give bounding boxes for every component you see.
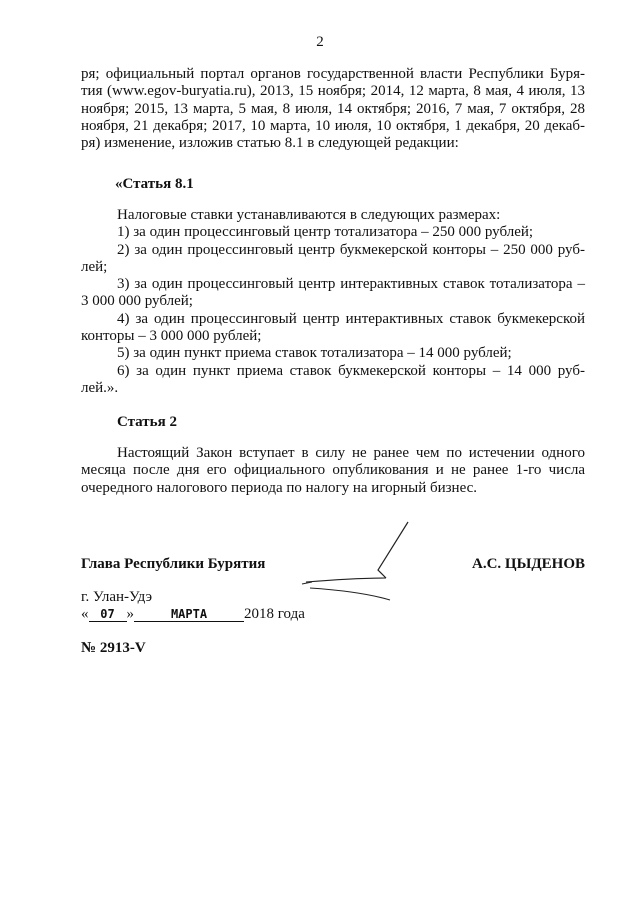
signing-date [81,606,305,623]
text-line: ря; официальный портал органов государственной власти Республики Буря- [81,66,585,82]
text-line: Настоящий Закон вступает в силу не ранее чем по истечении одного [117,445,585,461]
text-line: тия (www.egov-buryatia.ru), 2013, 15 ноября; 2014, 12 марта, 8 мая, 4 июля, 13 [81,83,585,100]
date-year: 2018 года [244,606,305,622]
handwritten-signature [300,520,420,610]
text-line: 3) за один процессинговый центр интерактивных ставок тотализатора – [117,276,585,293]
date-month: МАРТА [134,607,244,622]
text-line: ря) изменение, изложив статью 8.1 в следующей редакции: [81,135,459,152]
text-line: Налоговые ставки устанавливаются в следующих размерах: [117,207,501,223]
signatory-title: Глава Республики Бурятия [81,556,266,572]
article-2-body [81,445,585,497]
text-line: ноября; 2015, 13 марта, 5 мая, 8 июля, 14 октября; 2016, 7 мая, 7 октября, 28 [81,100,585,117]
text-line: 3 000 000 рублей; [81,293,193,310]
text-line: 6) за один пункт приема ставок букмекерской конторы – 14 000 руб- [117,362,585,379]
article-2-heading: Статья 2 [117,414,177,430]
date-open-quote: « [81,606,89,622]
text-line: 5) за один пункт приема ставок тотализатора – 14 000 рублей; [117,345,512,362]
text-line: ноября, 21 декабря; 2017, 10 марта, 10 июля, 10 октября, 1 декабря, 20 декаб- [81,117,585,134]
text-line: конторы – 3 000 000 рублей; [81,328,262,345]
signatory-name: А.С. ЦЫДЕНОВ [472,556,585,572]
date-day: 07 [89,607,127,622]
article-8-1-heading: «Статья 8.1 [115,176,194,192]
law-number: № 2913-V [81,640,146,656]
article-8-1-body [81,207,585,397]
text-line: 4) за один процессинговый центр интерактивных ставок букмекерской [117,310,585,327]
text-line: месяца после дня его официального опубликования и не ранее 1-го числа [81,462,585,479]
text-line: очередного налогового периода по налогу на игорный бизнес. [81,479,478,496]
text-line: лей; [81,258,108,275]
place-of-signing: г. Улан-Удэ [81,589,153,605]
text-line: 1) за один процессинговый центр тотализатора – 250 000 рублей; [117,224,534,241]
text-line: лей.». [81,379,119,396]
page-number: 2 [316,34,324,50]
date-close-quote: » [126,606,134,622]
text-line: 2) за один процессинговый центр букмекерской конторы – 250 000 руб- [117,241,585,258]
intro-paragraph [81,66,585,152]
